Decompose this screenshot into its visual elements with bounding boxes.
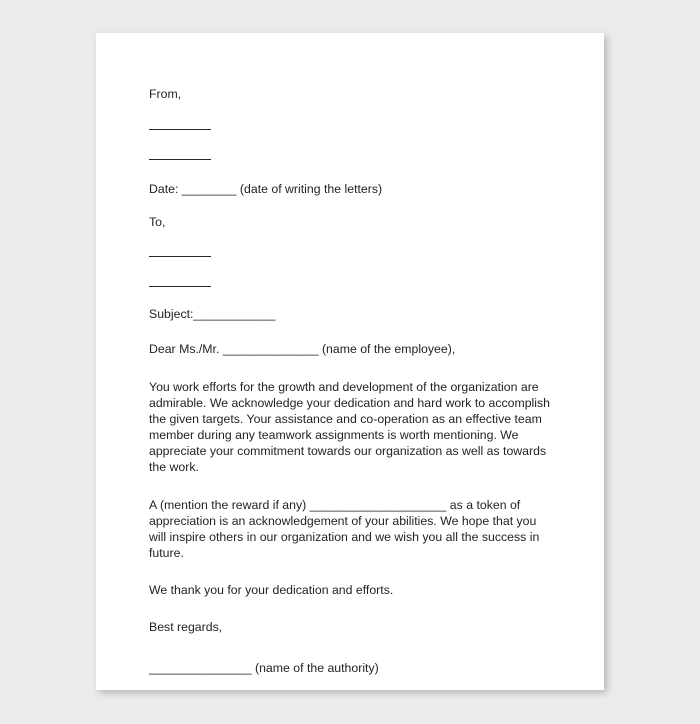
blank-rule [149,286,211,287]
closing-regards: Best regards, [149,620,223,635]
to-label: To, [149,215,166,229]
signature-line: _______________ (name of the authority) [149,661,379,676]
to-address-line-2 [149,286,553,287]
from-address-line-2 [149,159,553,160]
to-address-line-1 [149,256,553,257]
date-line: Date: ________ (date of writing the letters) [149,182,383,196]
blank-rule [149,159,211,160]
from-label: From, [149,87,182,101]
blank-rule [149,256,211,257]
subject-line: Subject:____________ [149,307,276,321]
body-paragraph-2: A (mention the reward if any) ____________________ as a token of appreciation is an acknowledgement of your abilities. We hope that you will inspire others in our organization and we wish you all the success in future. [149,497,540,560]
letter-content [149,86,553,676]
letter-page [96,33,604,690]
body-paragraph-1: You work efforts for the growth and development of the organization are admirable. We acknowledge your dedication and hard work to accomplish the given targets. Your assistance and co-operation as an effective team member during any teamwork assignments is worth mentioning. We appreciate your commitment towards our organization as well as towards the work. [149,380,551,475]
salutation-line: Dear Ms./Mr. ______________ (name of the employee), [149,342,456,356]
blank-rule [149,129,211,130]
body-paragraph-3: We thank you for your dedication and efforts. [149,582,394,597]
from-address-line-1 [149,129,553,130]
